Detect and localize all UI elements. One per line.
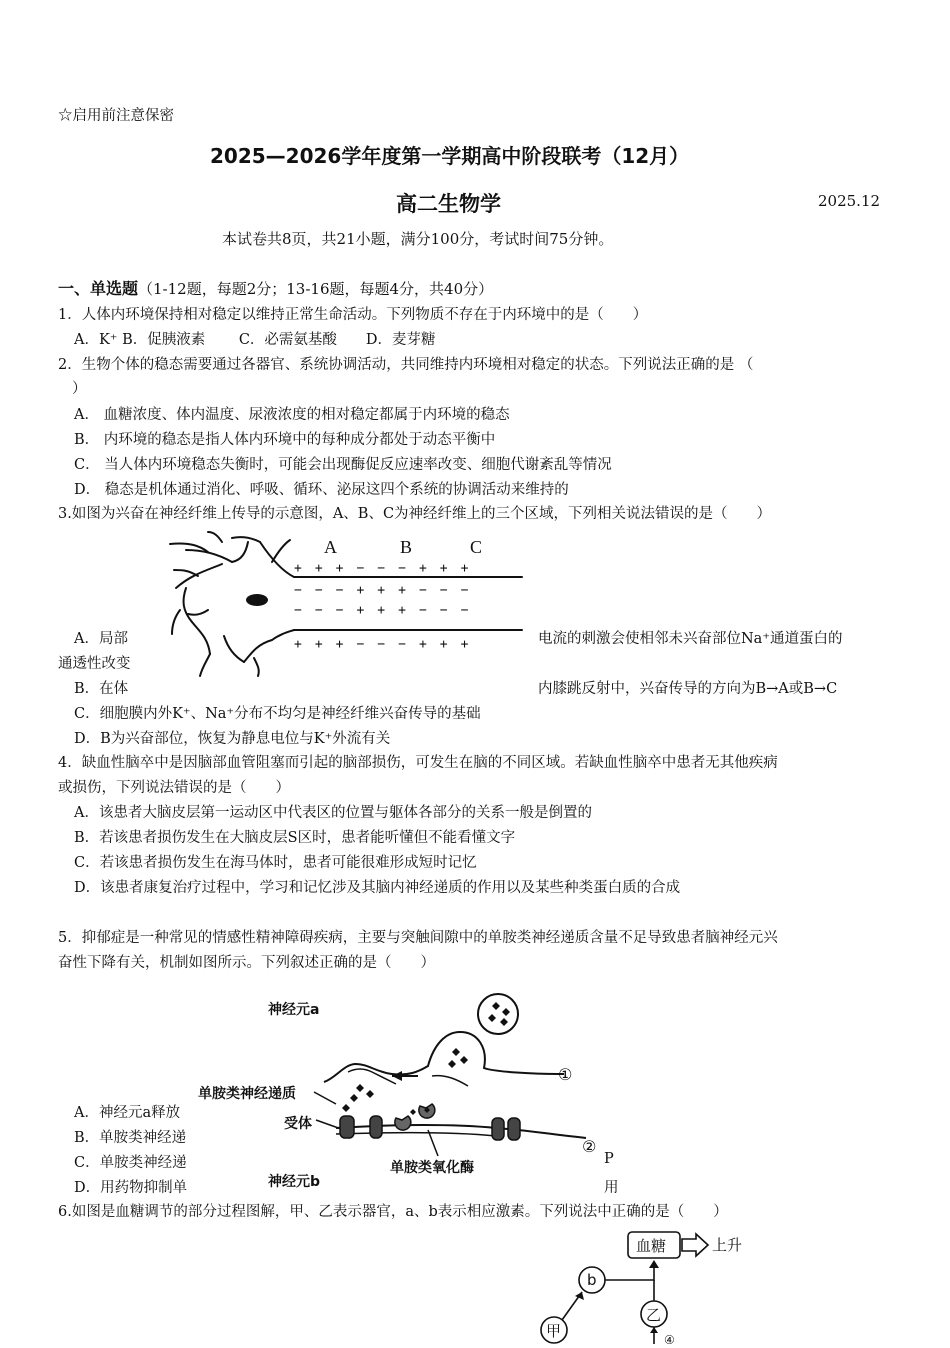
charge-row-outer-bottom: + + + − − − + + + [294, 637, 469, 652]
q1-stem: 1．人体内环境保持相对稳定以维持正常生命活动。下列物质不存在于内环境中的是（ ） [58, 307, 648, 323]
label-mark-1: ① [558, 1065, 573, 1084]
q5-stem: 5．抑郁症是一种常见的情感性精神障碍疾病，主要与突触间隙中的单胺类神经递质含量不足导致患者脑神经元兴 [58, 930, 778, 946]
label-neuron-b: 神经元b [268, 1174, 321, 1188]
q4-option-a: A．该患者大脑皮层第一运动区中代表区的位置与躯体各部分的关系一般是倒置的 [74, 805, 592, 821]
label-transmitter: 单胺类神经递质 [198, 1086, 296, 1102]
q5-option-d: D．用药物抑制单 [74, 1180, 188, 1196]
label-receptor: 受体 [284, 1116, 312, 1132]
q5-option-c: C．单胺类神经递 [74, 1155, 187, 1171]
q3-stem: 3.如图为兴奋在神经纤维上传导的示意图，A、B、C为神经纤维上的三个区域，下列相关说法错误的是（ ） [58, 506, 772, 522]
synapse-diagram [196, 988, 608, 1188]
q5-option-d-tail: 用 [604, 1180, 619, 1196]
label-hormone-b: b [587, 1271, 597, 1289]
q5-option-c-tail: P [604, 1151, 614, 1167]
q3-option-d: D．B为兴奋部位，恢复为静息电位与K⁺外流有关 [74, 731, 391, 747]
label-neuron-a: 神经元a [268, 1002, 320, 1018]
label-mark-2: ② [582, 1137, 597, 1156]
region-label-b: B [400, 537, 413, 557]
exam-info: 本试卷共8页，共21小题，满分100分，考试时间75分钟。 [222, 230, 614, 248]
q4-stem: 4．缺血性脑卒中是因脑部血管阻塞而引起的脑部损伤，可发生在脑的不同区域。若缺血性脑卒中患者无其他疾病 [58, 755, 778, 771]
q2-stem: 2．生物个体的稳态需要通过各器官、系统协调活动，共同维持内环境相对稳定的状态。下列说法正确的是 （ [58, 357, 754, 373]
q3-option-b-left: B．在体 [74, 681, 129, 697]
region-label-c: C [470, 537, 483, 557]
label-organ-yi: 乙 [646, 1306, 662, 1324]
subject-title: 高二生物学 [396, 192, 501, 216]
charge-row-inner-bottom: − − − + + + − − − [294, 603, 469, 618]
q3-option-a-right: 电流的刺激会使相邻未兴奋部位Na⁺通道蛋白的 [538, 631, 843, 647]
q5-synapse-figure [196, 988, 608, 1188]
q5-stem-cont: 奋性下降有关，机制如图所示。下列叙述正确的是（ ） [58, 955, 435, 971]
q2-stem-cont: ） [72, 381, 87, 397]
label-rise: 上升 [712, 1236, 743, 1254]
exam-title: 2025—2026学年度第一学期高中阶段联考（12月） [210, 144, 690, 168]
q5-option-a: A．神经元a释放 [74, 1105, 181, 1121]
nucleus-shape [246, 594, 268, 606]
label-enzyme: 单胺类氧化酶 [390, 1160, 474, 1176]
q3-option-a-cont: 通透性改变 [58, 656, 131, 672]
q1-options: A．K⁺ B．促胰液素 C．必需氨基酸 D．麦芽糖 [74, 332, 436, 348]
exam-date: 2025.12 [818, 192, 881, 210]
q2-option-c: C． 当人体内环境稳态失衡时，可能会出现酶促反应速率改变、细胞代谢紊乱等情况 [74, 457, 612, 473]
charge-row-inner-top: − − − + + + − − − [294, 583, 469, 598]
q4-stem-cont: 或损伤，下列说法错误的是（ ） [58, 780, 290, 796]
q3-option-b-right: 内膝跳反射中，兴奋传导的方向为B→A或B→C [538, 681, 838, 697]
q6-stem: 6.如图是血糖调节的部分过程图解，甲、乙表示器官，a、b表示相应激素。下列说法中正确的是（ ） [58, 1204, 728, 1220]
blood-sugar-diagram [530, 1226, 780, 1344]
section-label: 一、单选题 [58, 279, 139, 298]
q2-option-d: D． 稳态是机体通过消化、呼吸、循环、泌尿这四个系统的协调活动来维持的 [74, 482, 569, 498]
q2-option-b: B． 内环境的稳态是指人体内环境中的每种成分都处于动态平衡中 [74, 432, 496, 448]
label-organ-jia: 甲 [546, 1322, 562, 1340]
q3-option-a-left: A．局部 [74, 631, 128, 647]
q4-option-b: B．若该患者损伤发生在大脑皮层S区时，患者能听懂但不能看懂文字 [74, 830, 516, 846]
q3-neuron-figure [162, 530, 530, 680]
charge-row-outer-top: + + + − − − + + + [294, 561, 469, 576]
q5-option-b: B．单胺类神经递 [74, 1130, 187, 1146]
q4-option-c: C．若该患者损伤发生在海马体时，患者可能很难形成短时记忆 [74, 855, 477, 871]
label-mark-4: ④ [664, 1333, 675, 1344]
neuron-diagram [162, 530, 530, 680]
region-label-a: A [324, 537, 337, 557]
section-heading [58, 276, 493, 299]
q6-regulation-figure [530, 1226, 780, 1344]
label-blood-sugar: 血糖 [636, 1237, 667, 1255]
q3-option-c: C．细胞膜内外K⁺、Na⁺分布不均匀是神经纤维兴奋传导的基础 [74, 706, 481, 722]
q4-option-d: D．该患者康复治疗过程中，学习和记忆涉及其脑内神经递质的作用以及某些种类蛋白质的合成 [74, 880, 681, 896]
section-note: （1-12题，每题2分；13-16题，每题4分，共40分） [138, 280, 494, 298]
confidential-note: ☆启用前注意保密 [58, 108, 174, 124]
q2-option-a: A． 血糖浓度、体内温度、尿液浓度的相对稳定都属于内环境的稳态 [74, 407, 510, 423]
